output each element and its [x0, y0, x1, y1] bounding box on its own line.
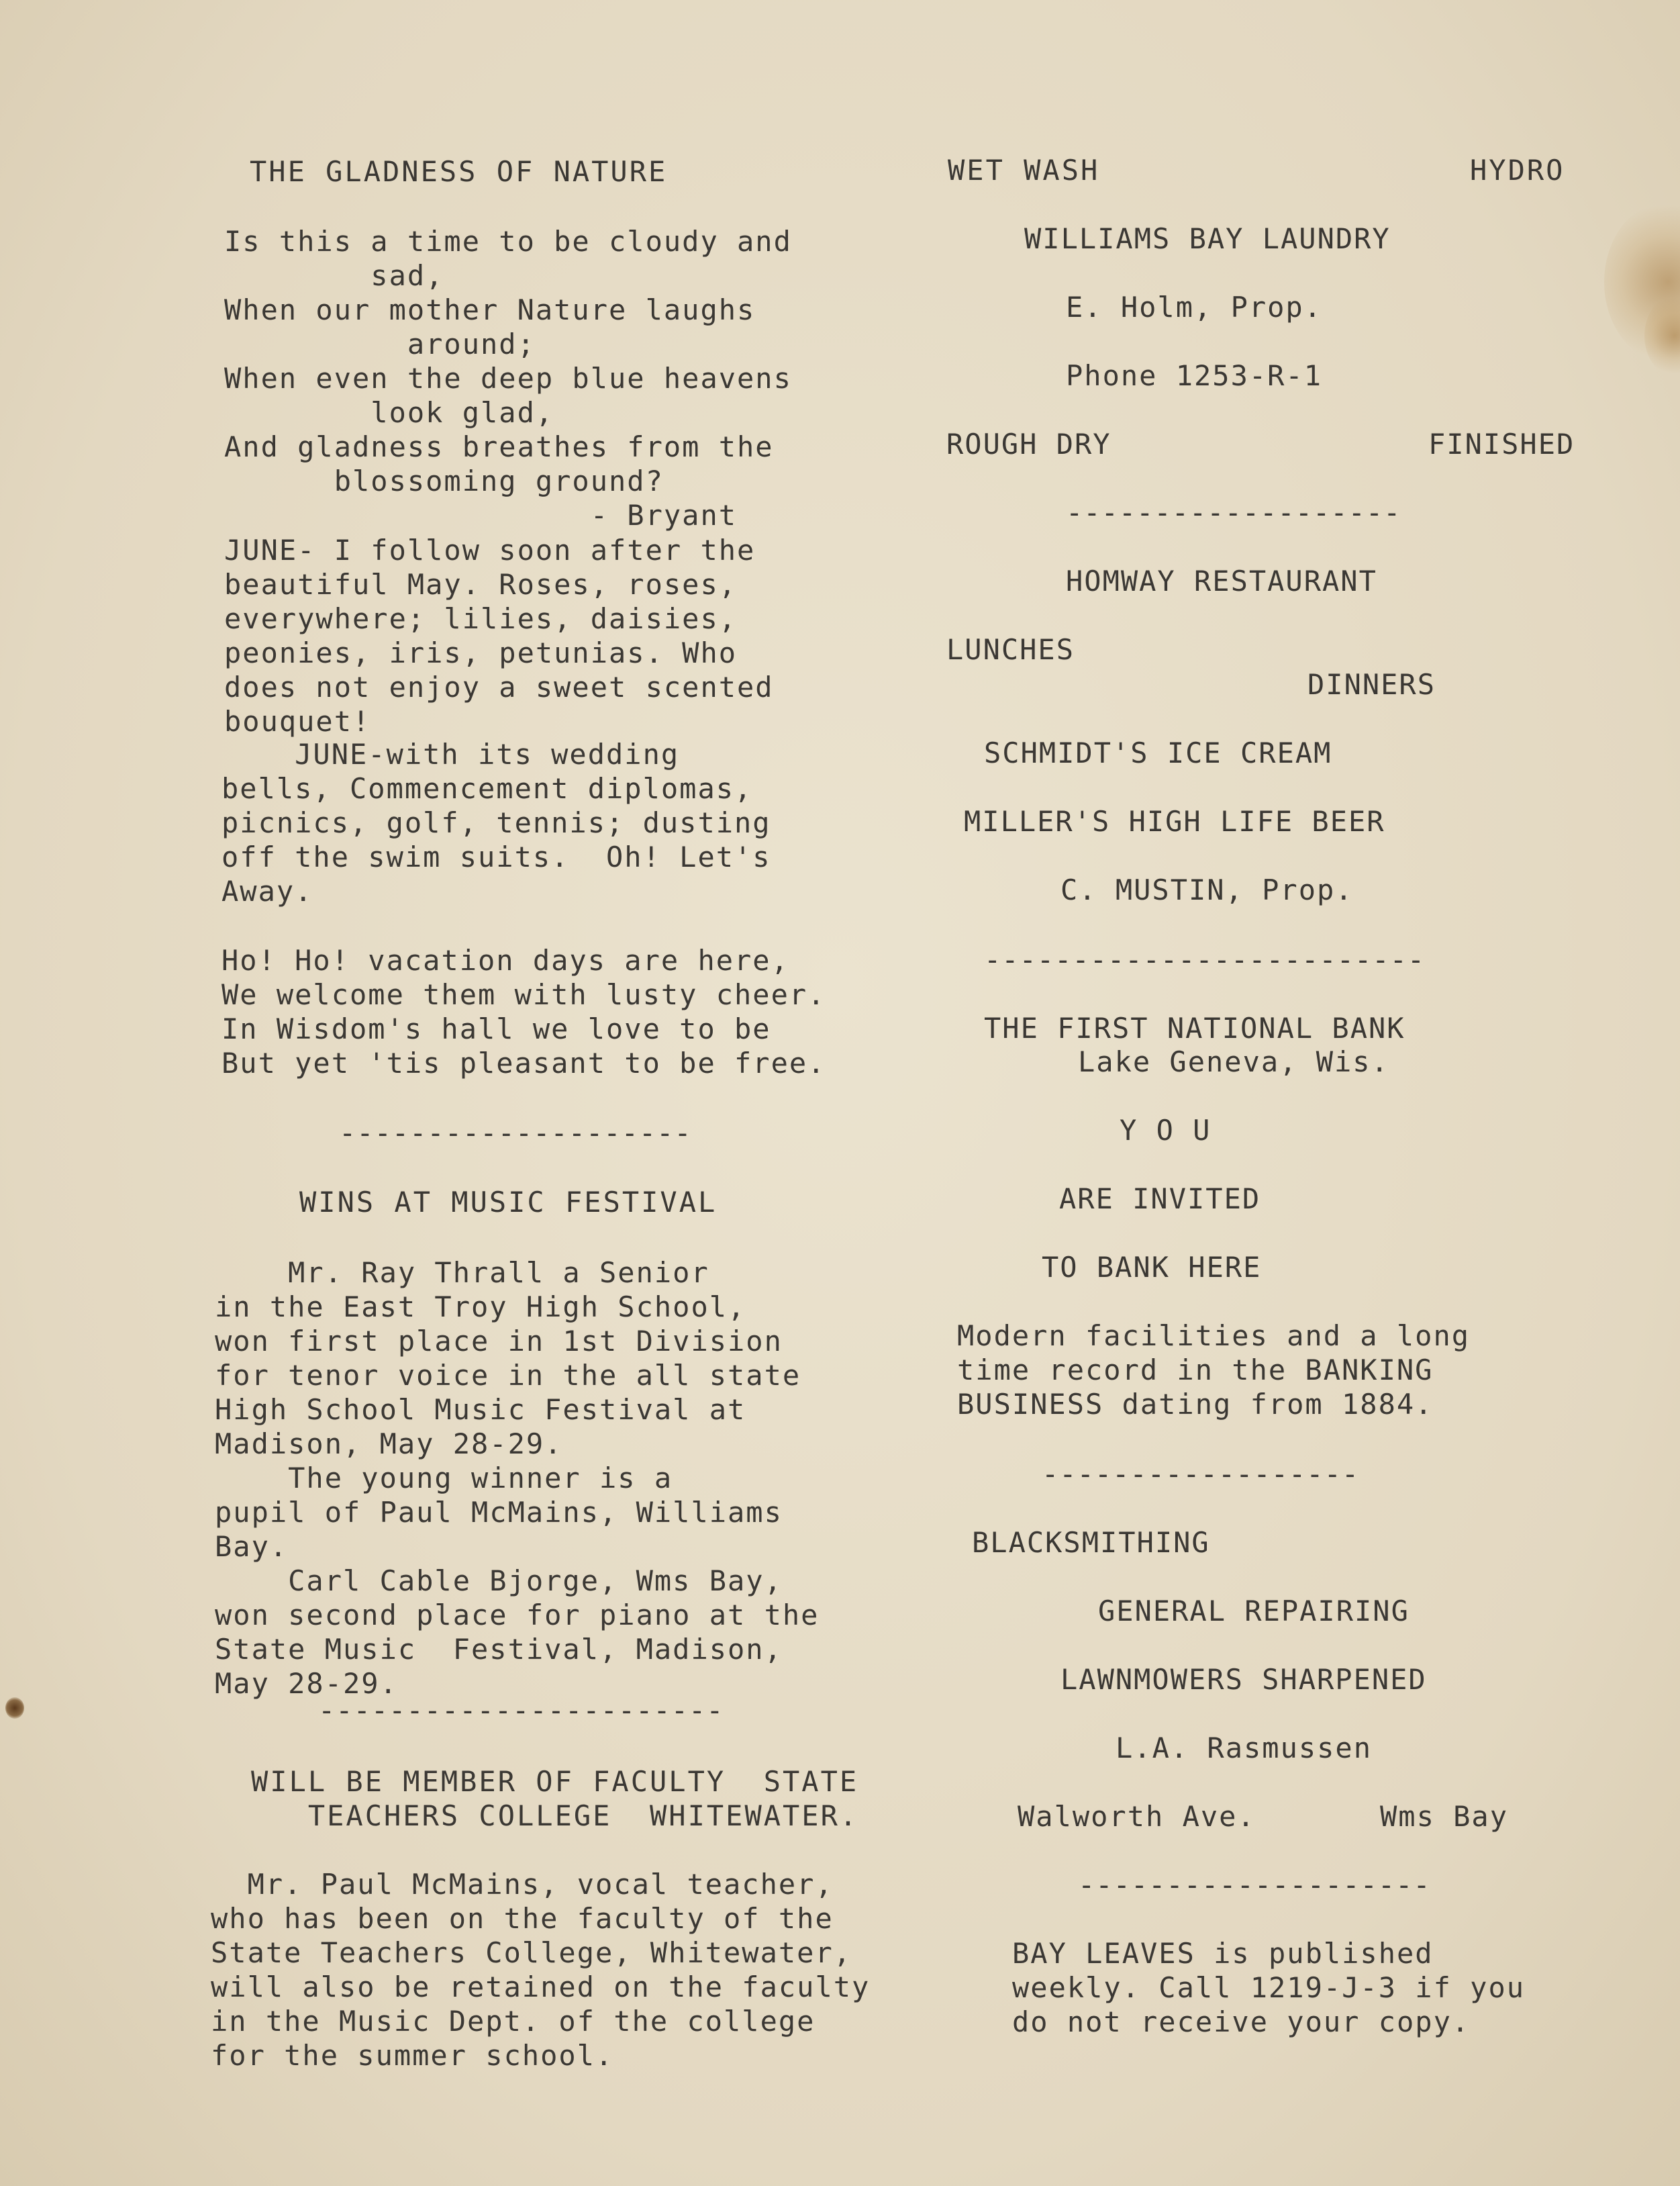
- bank-here: TO BANK HERE: [1042, 1251, 1262, 1284]
- lawnmowers-label: LAWNMOWERS SHARPENED: [1060, 1663, 1427, 1696]
- vacation-verse: Ho! Ho! vacation days are here, We welcome them with lusty cheer. In Wisdom's hall we love to be But yet 'tis pleasant to be free.: [221, 944, 826, 1080]
- general-repairing-label: GENERAL REPAIRING: [1098, 1595, 1410, 1627]
- bank-invited: ARE INVITED: [1059, 1182, 1261, 1215]
- music-festival-title: WINS AT MUSIC FESTIVAL: [299, 1186, 718, 1219]
- gladness-poem: Is this a time to be cloudy and sad, When our mother Nature laughs around; When even the deep blue heavens look glad, And gladness breathes from the blossoming ground? - Bryant: [224, 225, 792, 532]
- bank-city: Lake Geneva, Wis.: [1078, 1045, 1389, 1078]
- restaurant-name: HOMWAY RESTAURANT: [1066, 565, 1377, 598]
- faculty-body: Mr. Paul McMains, vocal teacher, who has been on the faculty of the State Teachers College, Whitewater, will also be retained on the faculty in the Music Dept. of the college for the summer school.: [211, 1868, 871, 2072]
- blacksmith-name: L.A. Rasmussen: [1116, 1731, 1373, 1764]
- music-festival-body: Mr. Ray Thrall a Senior in the East Troy High School, won first place in 1st Division for tenor voice in the all state High School Music Festival at Madison, May 28-29. The young winner is a pupil of Paul McMains, Williams Bay. Carl Cable Bjorge, Wms Bay, won second place for piano at the State Music Festival, Madison, May 28-29.: [215, 1256, 820, 1700]
- divider-left-2: -----------------------: [318, 1694, 724, 1727]
- faculty-title: WILL BE MEMBER OF FACULTY STATE TEACHERS COLLEGE WHITEWATER.: [251, 1765, 859, 1832]
- dinners-label: DINNERS: [1307, 668, 1436, 701]
- ice-cream-label: SCHMIDT'S ICE CREAM: [984, 736, 1332, 769]
- blacksmith-town: Wms Bay: [1380, 1800, 1509, 1833]
- hydro-label: HYDRO: [1470, 154, 1565, 187]
- beer-label: MILLER'S HIGH LIFE BEER: [964, 805, 1385, 838]
- blacksmithing-label: BLACKSMITHING: [972, 1526, 1210, 1559]
- restaurant-proprietor: C. MUSTIN, Prop.: [1060, 873, 1354, 906]
- laundry-phone: Phone 1253-R-1: [1066, 359, 1323, 392]
- bank-body: Modern facilities and a long time record in the BANKING BUSINESS dating from 1884.: [957, 1319, 1471, 1421]
- laundry-proprietor: E. Holm, Prop.: [1066, 291, 1323, 324]
- bay-leaves-footer: BAY LEAVES is published weekly. Call 1219-J-3 if you do not receive your copy.: [1012, 1937, 1526, 2038]
- finished-label: FINISHED: [1428, 428, 1575, 461]
- laundry-name: WILLIAMS BAY LAUNDRY: [1024, 222, 1391, 255]
- divider-right-1: -------------------: [1066, 496, 1401, 529]
- lunches-label: LUNCHES: [946, 633, 1075, 666]
- june-paragraph-1: JUNE- I follow soon after the beautiful May. Roses, roses, everywhere; lilies, daisies, peonies, iris, petunias. Who does not enjoy a sweet scented bouquet!: [224, 534, 774, 738]
- june-paragraph-2: JUNE-with its wedding bells, Commencement diplomas, picnics, golf, tennis; dusting off the swim suits. Oh! Let's Away.: [221, 738, 771, 908]
- divider-right-4: --------------------: [1078, 1868, 1431, 1901]
- bank-you: Y O U: [1120, 1114, 1212, 1147]
- gladness-title: THE GLADNESS OF NATURE: [250, 155, 668, 188]
- divider-right-2: -------------------------: [984, 943, 1426, 976]
- divider-right-3: ------------------: [1042, 1458, 1360, 1490]
- binding-hole: [5, 1697, 24, 1719]
- blacksmith-address: Walworth Ave.: [1018, 1800, 1256, 1833]
- wet-wash-label: WET WASH: [948, 154, 1100, 187]
- rough-dry-label: ROUGH DRY: [946, 428, 1111, 461]
- bank-name: THE FIRST NATIONAL BANK: [984, 1012, 1405, 1045]
- divider-left-1: --------------------: [339, 1116, 692, 1149]
